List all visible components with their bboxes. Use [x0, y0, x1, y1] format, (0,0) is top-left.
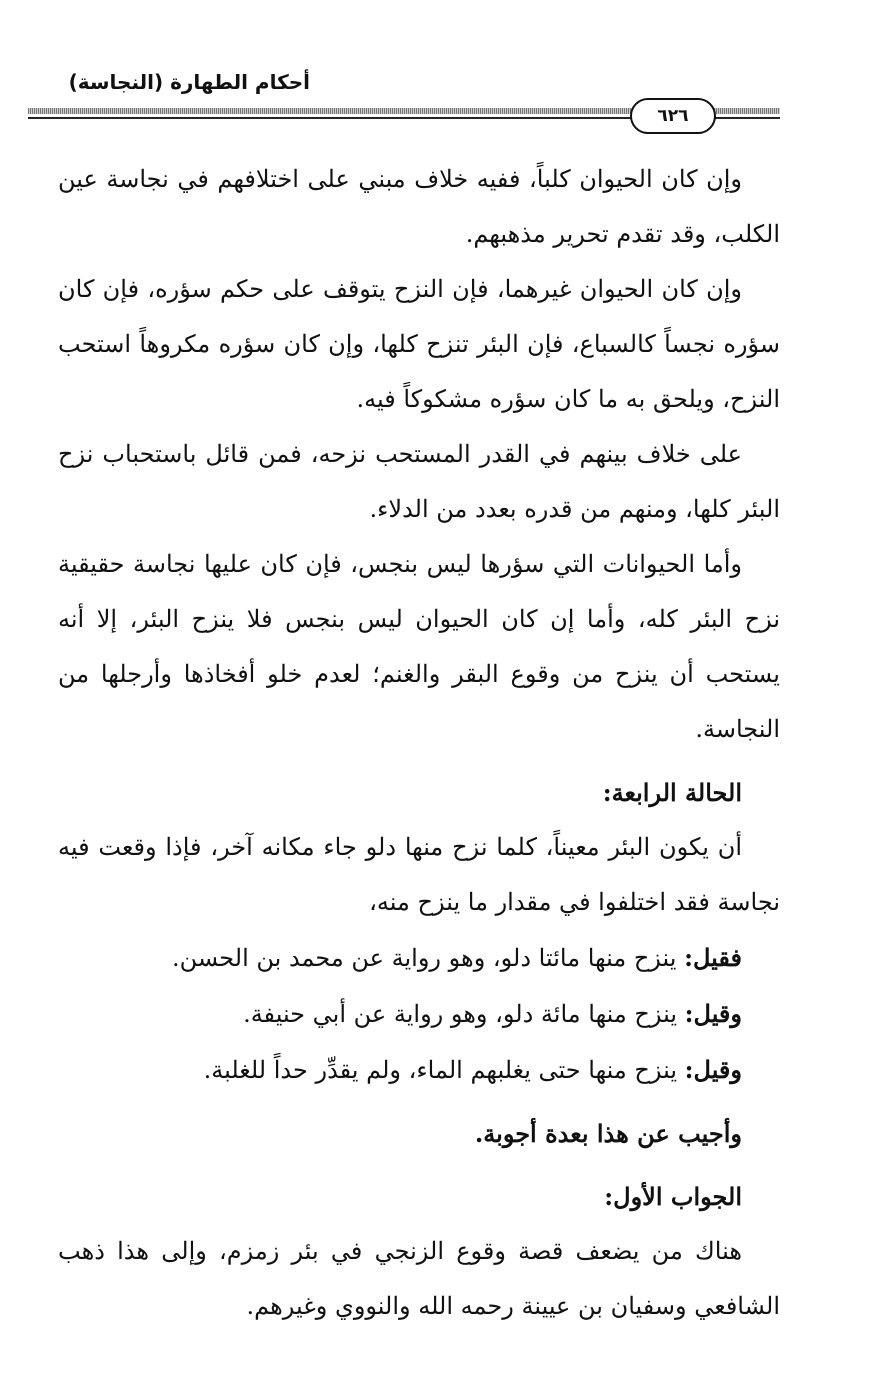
opinion-text: ينزح منها حتى يغلبهم الماء، ولم يقدِّر حداً للغلبة.	[203, 1056, 685, 1084]
paragraph-disagreement: على خلاف بينهم في القدر المستحب نزحه، فمن قائل باستحباب نزح البئر كلها، ومنهم من قدره بعدد من الدلاء.	[58, 440, 780, 523]
page-body	[58, 152, 780, 1334]
opinion-label: وقيل:	[684, 999, 742, 1028]
page-number: ٦٢٦	[630, 98, 716, 134]
heading-fourth-case: الحالة الرابعة:	[602, 778, 742, 807]
paragraph-fourth-case: أن يكون البئر معيناً، كلما نزح منها دلو جاء مكانه آخر، فإذا وقعت فيه نجاسة فقد اختلفوا في مقدار ما ينزح منه،	[58, 833, 780, 916]
heading-first-answer: الجواب الأول:	[604, 1182, 742, 1211]
opinion-item	[58, 986, 780, 1042]
opinion-label: وقيل:	[684, 1055, 742, 1084]
opinion-label: فقيل:	[684, 943, 742, 972]
paragraph-other-animals: وإن كان الحيوان غيرهما، فإن النزح يتوقف على حكم سؤره، فإن كان سؤره نجساً كالسباع، فإن البئر تنزح كلها، وإن كان سؤره مكروهاً استحب النزح، ويلحق به ما كان سؤره مشكوكاً فيه.	[58, 275, 780, 413]
opinion-item	[58, 1042, 780, 1098]
answers-intro: وأجيب عن هذا بعدة أجوبة.	[474, 1119, 742, 1148]
opinion-text: ينزح منها مائة دلو، وهو رواية عن أبي حنيفة.	[243, 1000, 685, 1028]
paragraph-clean-animals: وأما الحيوانات التي سؤرها ليس بنجس، فإن كان عليها نجاسة حقيقية نزح البئر كله، وأما إن كان الحيوان ليس بنجس فلا ينزح البئر، إلا أنه يستحب أن ينزح من وقوع البقر والغنم؛ لعدم خلو أفخاذها وأرجلها من النجاسة.	[58, 550, 781, 743]
running-title: أحكام الطهارة (النجاسة)	[68, 70, 310, 94]
opinion-text: ينزح منها مائتا دلو، وهو رواية عن محمد بن الحسن.	[171, 944, 685, 972]
paragraph-dog: وإن كان الحيوان كلباً، ففيه خلاف مبني على اختلافهم في نجاسة عين الكلب، وقد تقدم تحرير مذهبهم.	[58, 165, 780, 248]
opinion-item	[58, 930, 780, 986]
paragraph-first-answer: هناك من يضعف قصة وقوع الزنجي في بئر زمزم، وإلى هذا ذهب الشافعي وسفيان بن عيينة رحمه الله والنووي وغيرهم.	[58, 1237, 780, 1320]
